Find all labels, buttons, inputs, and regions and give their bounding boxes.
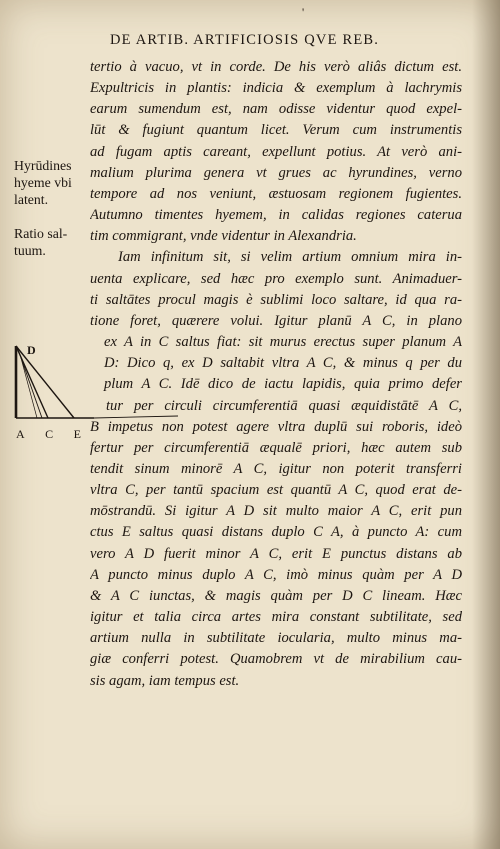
text-line: earum sumendum est, nam odisse videntur quod expel- xyxy=(90,101,462,118)
text-line: ti saltātes procul magis è sublimi loco saltare, id qua ra- xyxy=(90,291,462,308)
margin-note-line: hyeme vbi xyxy=(14,175,72,190)
figure-labels xyxy=(16,427,82,442)
margin-note-line: latent. xyxy=(14,192,49,207)
text-line: ad fugam aptis careant, expellunt potius. At verò ani- xyxy=(90,143,462,160)
text-line: tione foret, quærere volui. Igitur planū A C, in plano xyxy=(90,312,462,329)
text-line: A puncto minus duplo A C, imò minus quàm per A D xyxy=(90,566,462,583)
margin-note-line: tuum. xyxy=(14,243,46,258)
text-line: malium plurima genera vt grues ac hyrundines, verno xyxy=(90,164,462,181)
text-line: uenta explicare, sed hæc pro exemplo sunt. Animaduer- xyxy=(90,270,462,287)
text-line: lūt & fugiunt quantum licet. Verum cum instrumentis xyxy=(90,122,462,139)
text-line: ctus E saltus quasi distans duplo C A, à puncto A: cum xyxy=(90,524,462,541)
trajectory-line-long xyxy=(16,346,74,418)
text-line: tempore ad nos veniunt, æstuosam regionem fugientes. xyxy=(90,185,462,202)
text-line: tim commigrant, vnde videntur in Alexandria. xyxy=(90,228,357,245)
margin-note-line: Hyrūdines xyxy=(14,158,72,173)
text-line: B impetus non potest agere vltra duplū sui roboris, ideò xyxy=(90,418,462,435)
label-d: D xyxy=(27,343,36,357)
text-line: tur per circuli circumferentiā quasi æquidistātē A C, xyxy=(106,397,462,414)
text-line: igitur et talia circa artes mira constant subtilitate, sed xyxy=(90,609,462,626)
text-line: vltra C, per tantū spacium est quantū A C, quod erat de- xyxy=(90,482,462,499)
label-a: A xyxy=(16,427,26,441)
text-line: mōstrandū. Si igitur A D sit multo maior A C, erit pun xyxy=(90,503,462,520)
margin-note-leaps xyxy=(14,225,67,259)
text-line: Autumno timentes hyemem, in calidas regiones caterua xyxy=(90,207,462,224)
text-line: giæ conferri potest. Quamobrem vt de mirabilium cau- xyxy=(90,651,462,668)
margin-note-line: Ratio sal- xyxy=(14,226,68,241)
fold-mark: ' xyxy=(302,5,305,19)
running-head: DE ARTIB. ARTIFICIOSIS QVE REB. xyxy=(110,32,380,48)
text-line: artium nulla in subtilitate iocularia, multo minus ma- xyxy=(90,630,462,647)
text-line: sis agam, iam tempus est. xyxy=(90,672,240,689)
text-line: vero A D fuerit minor A C, erit E punctus distans ab xyxy=(90,545,462,562)
text-line: tertio à vacuo, vt in corde. De his verò aliâs dictum est. xyxy=(90,59,462,75)
text-line: Iam infinitum sit, si velim artium omnium mira in- xyxy=(118,249,462,266)
margin-note-swallows xyxy=(14,157,72,208)
text-line: fertur per circumferentiā æqualē priori, hæc autem sub xyxy=(90,439,462,456)
text-line: ex A in C saltus fiat: sit murus erectus super planum A xyxy=(104,334,462,351)
label-e: E xyxy=(73,427,82,441)
main-text-block xyxy=(90,57,462,692)
hatch-line xyxy=(19,352,42,418)
page-edge-shadow xyxy=(472,0,500,849)
text-line: Expultricis in plantis: indicia & exemplum à lachrymis xyxy=(90,80,462,97)
label-c: C xyxy=(45,427,55,441)
text-line: & A C iunctas, & magis quàm per D C lineam. Hæc xyxy=(90,587,462,604)
text-line: D: Dico q, ex D saltabit vltra A C, & minus q per du xyxy=(104,355,462,372)
text-line: plum A C. Idē dico de iactu lapidis, quia primo defer xyxy=(104,376,462,393)
text-line: tendit sinum minorē A C, igitur non poterit transferri xyxy=(90,460,462,477)
